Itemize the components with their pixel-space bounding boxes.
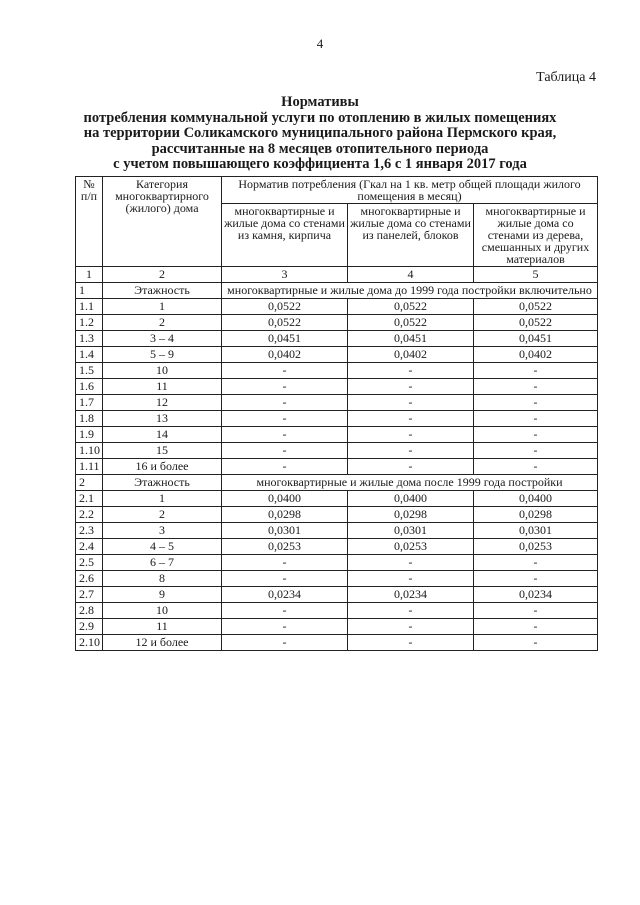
row-floors: 8 [103, 571, 222, 587]
row-number: 1.2 [76, 315, 103, 331]
row-floors: 5 – 9 [103, 347, 222, 363]
row-number: 2.5 [76, 555, 103, 571]
norm-stone-brick: - [222, 443, 348, 459]
table-label: Таблица 4 [536, 70, 596, 85]
norm-stone-brick: - [222, 459, 348, 475]
table-row [76, 347, 598, 363]
row-floors: 1 [103, 299, 222, 315]
table-row [76, 379, 598, 395]
norm-panels-blocks: 0,0451 [348, 331, 474, 347]
norm-wood-mixed: - [474, 363, 598, 379]
column-number: 2 [103, 267, 222, 283]
row-floors: 10 [103, 363, 222, 379]
row-number: 2.7 [76, 587, 103, 603]
table-row [76, 427, 598, 443]
row-number: 2.2 [76, 507, 103, 523]
table-row [76, 507, 598, 523]
title-line: на территории Соликамского муниципального района Пермского края, [83, 125, 557, 141]
column-number: 4 [348, 267, 474, 283]
table-row [76, 539, 598, 555]
column-number-row [76, 267, 598, 283]
table-row [76, 587, 598, 603]
row-floors: 1 [103, 491, 222, 507]
norms-table [75, 176, 598, 651]
norm-wood-mixed: 0,0522 [474, 315, 598, 331]
norm-stone-brick: 0,0522 [222, 315, 348, 331]
row-number: 2.4 [76, 539, 103, 555]
table-row [76, 619, 598, 635]
norm-panels-blocks: - [348, 443, 474, 459]
norm-stone-brick: - [222, 603, 348, 619]
norm-stone-brick: - [222, 571, 348, 587]
norm-stone-brick: 0,0451 [222, 331, 348, 347]
page-number: 4 [316, 36, 324, 51]
table-row [76, 523, 598, 539]
norm-wood-mixed: - [474, 619, 598, 635]
norm-wood-mixed: - [474, 555, 598, 571]
norm-wood-mixed: - [474, 571, 598, 587]
row-number: 1.9 [76, 427, 103, 443]
norm-stone-brick: - [222, 379, 348, 395]
norm-wood-mixed: 0,0451 [474, 331, 598, 347]
row-floors: 14 [103, 427, 222, 443]
title-line: Нормативы [281, 94, 359, 110]
norm-wood-mixed: - [474, 443, 598, 459]
table-row [76, 603, 598, 619]
norm-panels-blocks: - [348, 427, 474, 443]
row-number: 2.10 [76, 635, 103, 651]
row-floors: 16 и более [103, 459, 222, 475]
row-number: 1.3 [76, 331, 103, 347]
row-floors: 9 [103, 587, 222, 603]
table-row [76, 411, 598, 427]
norm-panels-blocks: - [348, 619, 474, 635]
row-floors: 2 [103, 507, 222, 523]
norm-stone-brick: - [222, 411, 348, 427]
norm-wood-mixed: - [474, 459, 598, 475]
norm-panels-blocks: 0,0400 [348, 491, 474, 507]
row-floors: 11 [103, 619, 222, 635]
section-description: многоквартирные и жилые дома после 1999 года постройки [222, 475, 598, 491]
norm-panels-blocks: 0,0253 [348, 539, 474, 555]
table-row [76, 315, 598, 331]
norm-panels-blocks: 0,0234 [348, 587, 474, 603]
table-row [76, 395, 598, 411]
norm-panels-blocks: - [348, 635, 474, 651]
norm-stone-brick: 0,0253 [222, 539, 348, 555]
column-number: 3 [222, 267, 348, 283]
row-floors: 6 – 7 [103, 555, 222, 571]
title-line: с учетом повышающего коэффициента 1,6 с 1 января 2017 года [113, 156, 527, 172]
row-number: 2.9 [76, 619, 103, 635]
norm-panels-blocks: 0,0301 [348, 523, 474, 539]
row-number: 2.6 [76, 571, 103, 587]
row-number: 1.7 [76, 395, 103, 411]
norm-stone-brick: 0,0301 [222, 523, 348, 539]
row-number: 2.3 [76, 523, 103, 539]
section-label: Этажность [103, 475, 222, 491]
norm-stone-brick: 0,0400 [222, 491, 348, 507]
title-line: потребления коммунальной услуги по отоплению в жилых помещениях [83, 109, 557, 126]
norm-wood-mixed: - [474, 603, 598, 619]
norm-wood-mixed: - [474, 395, 598, 411]
row-number: 1.4 [76, 347, 103, 363]
section-description: многоквартирные и жилые дома до 1999 года постройки включительно [222, 283, 598, 299]
norm-wood-mixed: 0,0298 [474, 507, 598, 523]
table-row [76, 635, 598, 651]
row-floors: 12 [103, 395, 222, 411]
row-number: 1.6 [76, 379, 103, 395]
norm-wood-mixed: - [474, 411, 598, 427]
row-number: 1.11 [76, 459, 103, 475]
row-floors: 15 [103, 443, 222, 459]
row-floors: 3 – 4 [103, 331, 222, 347]
header-stone-brick: многоквартирные и жилые дома со стенами из камня, кирпича [222, 204, 348, 267]
row-number: 2.1 [76, 491, 103, 507]
table-row [76, 491, 598, 507]
norm-panels-blocks: 0,0402 [348, 347, 474, 363]
norm-panels-blocks: - [348, 571, 474, 587]
norm-panels-blocks: - [348, 379, 474, 395]
norm-stone-brick: - [222, 363, 348, 379]
norm-stone-brick: - [222, 619, 348, 635]
norm-panels-blocks: - [348, 555, 474, 571]
header-wood-mixed: многоквартирные и жилые дома со стенами из дерева, смешанных и других материалов [474, 204, 598, 267]
row-floors: 3 [103, 523, 222, 539]
norm-wood-mixed: - [474, 379, 598, 395]
section-number: 2 [76, 475, 103, 491]
norm-panels-blocks: 0,0522 [348, 315, 474, 331]
row-number: 1.1 [76, 299, 103, 315]
header-norm: Норматив потребления (Гкал на 1 кв. метр общей площади жилого помещения в месяц) [222, 177, 598, 204]
table-row [76, 299, 598, 315]
column-number: 1 [76, 267, 103, 283]
header-num: № п/п [76, 177, 103, 267]
row-number: 1.5 [76, 363, 103, 379]
table-row [76, 571, 598, 587]
norm-panels-blocks: - [348, 411, 474, 427]
norm-panels-blocks: - [348, 459, 474, 475]
norm-stone-brick: - [222, 427, 348, 443]
table-row [76, 555, 598, 571]
table-row [76, 459, 598, 475]
header-category: Категория многоквартирного (жилого) дома [103, 177, 222, 267]
title-line: рассчитанные на 8 месяцев отопительного периода [151, 140, 489, 157]
column-number: 5 [474, 267, 598, 283]
document-title [40, 95, 600, 173]
row-number: 1.8 [76, 411, 103, 427]
norm-panels-blocks: - [348, 363, 474, 379]
row-floors: 4 – 5 [103, 539, 222, 555]
norm-stone-brick: 0,0298 [222, 507, 348, 523]
section-row [76, 475, 598, 491]
norm-panels-blocks: - [348, 603, 474, 619]
norm-stone-brick: 0,0402 [222, 347, 348, 363]
section-number: 1 [76, 283, 103, 299]
row-floors: 11 [103, 379, 222, 395]
norm-stone-brick: 0,0522 [222, 299, 348, 315]
norm-stone-brick: 0,0234 [222, 587, 348, 603]
norm-wood-mixed: 0,0301 [474, 523, 598, 539]
norm-stone-brick: - [222, 555, 348, 571]
row-floors: 2 [103, 315, 222, 331]
norm-wood-mixed: 0,0234 [474, 587, 598, 603]
table-row [76, 363, 598, 379]
row-floors: 12 и более [103, 635, 222, 651]
norm-panels-blocks: 0,0298 [348, 507, 474, 523]
norm-panels-blocks: 0,0522 [348, 299, 474, 315]
row-number: 1.10 [76, 443, 103, 459]
row-floors: 10 [103, 603, 222, 619]
header-row [76, 177, 598, 204]
header-panels-blocks: многоквартирные и жилые дома со стенами из панелей, блоков [348, 204, 474, 267]
norm-panels-blocks: - [348, 395, 474, 411]
norm-stone-brick: - [222, 395, 348, 411]
norm-wood-mixed: - [474, 427, 598, 443]
norm-wood-mixed: 0,0253 [474, 539, 598, 555]
table-row [76, 331, 598, 347]
norm-stone-brick: - [222, 635, 348, 651]
section-row [76, 283, 598, 299]
row-number: 2.8 [76, 603, 103, 619]
norm-wood-mixed: - [474, 635, 598, 651]
norm-wood-mixed: 0,0402 [474, 347, 598, 363]
row-floors: 13 [103, 411, 222, 427]
section-label: Этажность [103, 283, 222, 299]
norm-wood-mixed: 0,0522 [474, 299, 598, 315]
table-row [76, 443, 598, 459]
norm-wood-mixed: 0,0400 [474, 491, 598, 507]
